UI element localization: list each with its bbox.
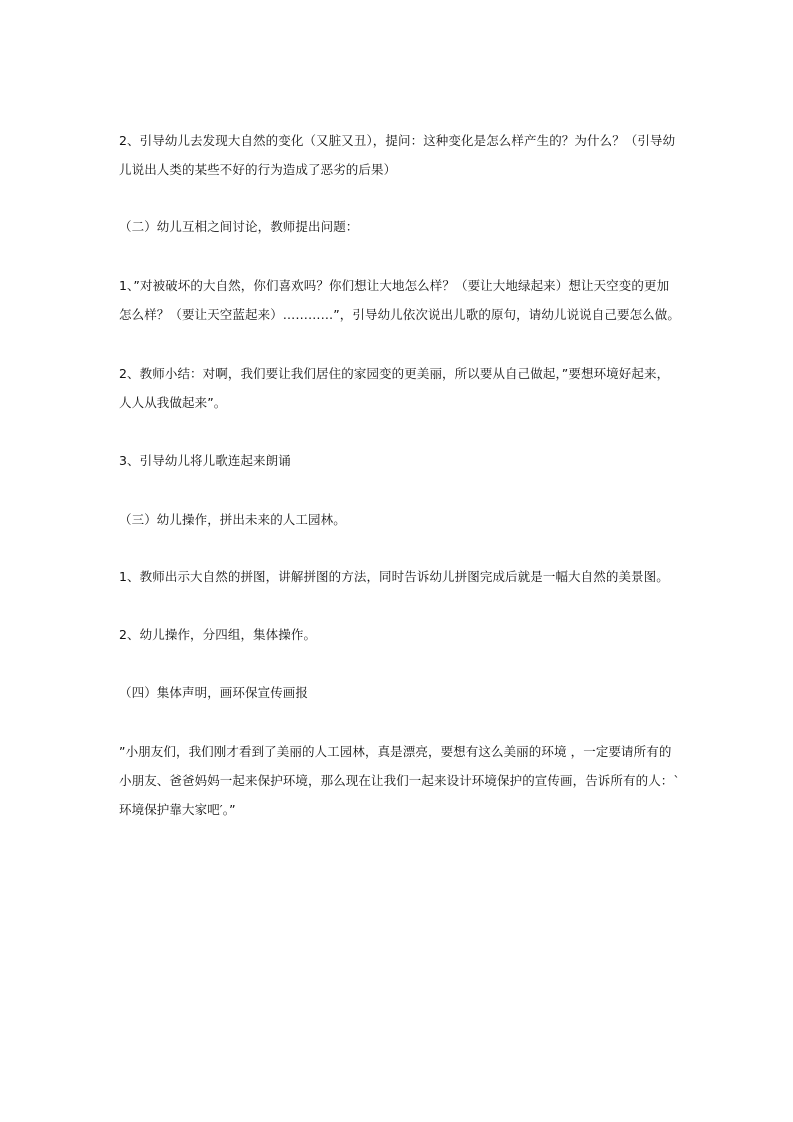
paragraph-7: 1、教师出示大自然的拼图，讲解拼图的方法，同时告诉幼儿拼图完成后就是一幅大自然的美景图。 [119, 569, 669, 584]
paragraph-2: （二）幼儿互相之间讨论，教师提出问题： [119, 219, 359, 234]
paragraph-5: 3、引导幼儿将儿歌连起来朗诵 [119, 453, 291, 468]
paragraph-1: 2、引导幼儿去发现大自然的变化（又脏又丑），提问：这种变化是怎么样产生的？为什么？（引导幼儿说出人类的某些不好的行为造成了恶劣的后果） [119, 133, 676, 177]
paragraph-4: 2、教师小结：对啊，我们要让我们居住的家园变的更美丽，所以要从自己做起，”要想环境好起来，人人从我做起来”。 [119, 366, 670, 410]
paragraph-8: 2、幼儿操作，分四组，集体操作。 [119, 627, 317, 642]
paragraph-6: （三）幼儿操作，拼出未来的人工园林。 [119, 512, 346, 527]
paragraph-9: （四）集体声明，画环保宣传画报 [119, 685, 309, 700]
paragraph-10: ”小朋友们，我们刚才看到了美丽的人工园林，真是漂亮，要想有这么美丽的环境 ，一定要请所有的小朋友、爸爸妈妈一起来保护环境，那么现在让我们一起来设计环境保护的宣传画，告诉所有的人：`环境保护靠大家吧′。” [119, 744, 680, 817]
paragraph-3: 1、”对被破坏的大自然，你们喜欢吗？你们想让大地怎么样？（要让大地绿起来）想让天空变的更加怎么样？（要让天空蓝起来）…………”，引导幼儿依次说出儿歌的原句，请幼儿说说自己要怎么做。 [119, 278, 680, 322]
